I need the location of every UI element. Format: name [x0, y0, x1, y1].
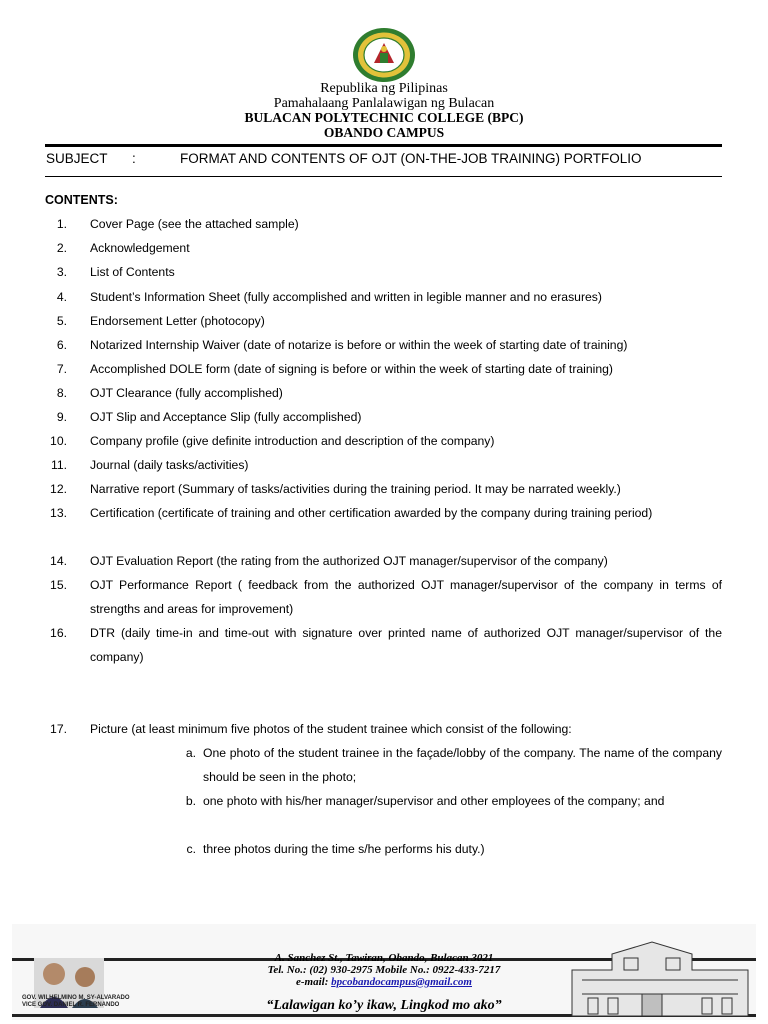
list-item: 10. Company profile (give definite introduction and description of the company) [50, 434, 495, 448]
subject-label: SUBJECT [46, 151, 108, 166]
footer-officials-names: GOV. WILHELMINO M. SY-ALVARADO VICE GOV. DANIEL R. FERNANDO [22, 995, 130, 1008]
footer-address: A. Sanchez St., Tawiran, Obando, Bulacan 3021 [274, 952, 494, 964]
list-item: 8. OJT Clearance (fully accomplished) [56, 386, 283, 400]
list-item: 13. Certification (certificate of training and other certification awarded by the company during training period) [50, 506, 653, 520]
list-item: 17. Picture (at least minimum five photos of the student trainee which consist of the following: [50, 722, 572, 736]
college-seal-logo [352, 27, 416, 83]
footer-email-link[interactable]: bpcobandocampus@gmail.com [331, 976, 472, 988]
list-item: 5. Endorsement Letter (photocopy) [56, 314, 265, 328]
subject-value: FORMAT AND CONTENTS OF OJT (ON-THE-JOB TRAINING) PORTFOLIO [180, 151, 642, 166]
list-item: 15. OJT Performance Report ( feedback from the authorized OJT manager/supervisor of the company in terms of strengths and areas for improvement) [50, 578, 722, 616]
list-item: 16. DTR (daily time-in and time-out with signature over printed name of authorized OJT manager/supervisor of the company) [50, 626, 722, 664]
header-province: Pamahalaang Panlalawigan ng Bulacan [273, 96, 495, 111]
header-republic: Republika ng Pilipinas [320, 81, 448, 96]
list-item: 4. Student’s Information Sheet (fully accomplished and written in legible manner and no erasures) [56, 290, 602, 304]
contents-heading: CONTENTS: [45, 193, 118, 207]
list-item: 2. Acknowledgement [56, 241, 190, 255]
list-item: 9. OJT Slip and Acceptance Slip (fully accomplished) [56, 410, 362, 424]
subject-divider [45, 176, 722, 177]
footer-email-line: e-mail: bpcobandocampus@gmail.com [296, 976, 472, 988]
list-item: 3. List of Contents [56, 265, 175, 279]
list-item: 11. Journal (daily tasks/activities) [50, 458, 249, 472]
footer-motto: “Lalawigan ko’y ikaw, Lingkod mo ako” [266, 998, 502, 1013]
sub-list-item: a. One photo of the student trainee in the façade/lobby of the company. The name of the company should be seen in the photo; [185, 746, 722, 784]
list-item: 6. Notarized Internship Waiver (date of notarize is before or within the week of starting date of training) [56, 338, 628, 352]
list-item: 14. OJT Evaluation Report (the rating from the authorized OJT manager/supervisor of the company) [50, 554, 608, 568]
header-campus: OBANDO CAMPUS [323, 125, 445, 140]
sub-list-item: b. one photo with his/her manager/supervisor and other employees of the company; and [185, 794, 665, 808]
list-item: 7. Accomplished DOLE form (date of signing is before or within the week of starting date of training) [56, 362, 613, 376]
subject-colon: : [132, 151, 136, 166]
list-item: 12. Narrative report (Summary of tasks/activities during the training period. It may be narrated weekly.) [50, 482, 621, 496]
header-divider [45, 144, 722, 147]
footer-phones: Tel. No.: (02) 930-2975 Mobile No.: 0922-433-7217 [267, 964, 501, 976]
list-item: 1. Cover Page (see the attached sample) [56, 217, 299, 231]
sub-list-item: c. three photos during the time s/he performs his duty.) [186, 842, 485, 856]
header-college-name: BULACAN POLYTECHNIC COLLEGE (BPC) [244, 110, 524, 125]
